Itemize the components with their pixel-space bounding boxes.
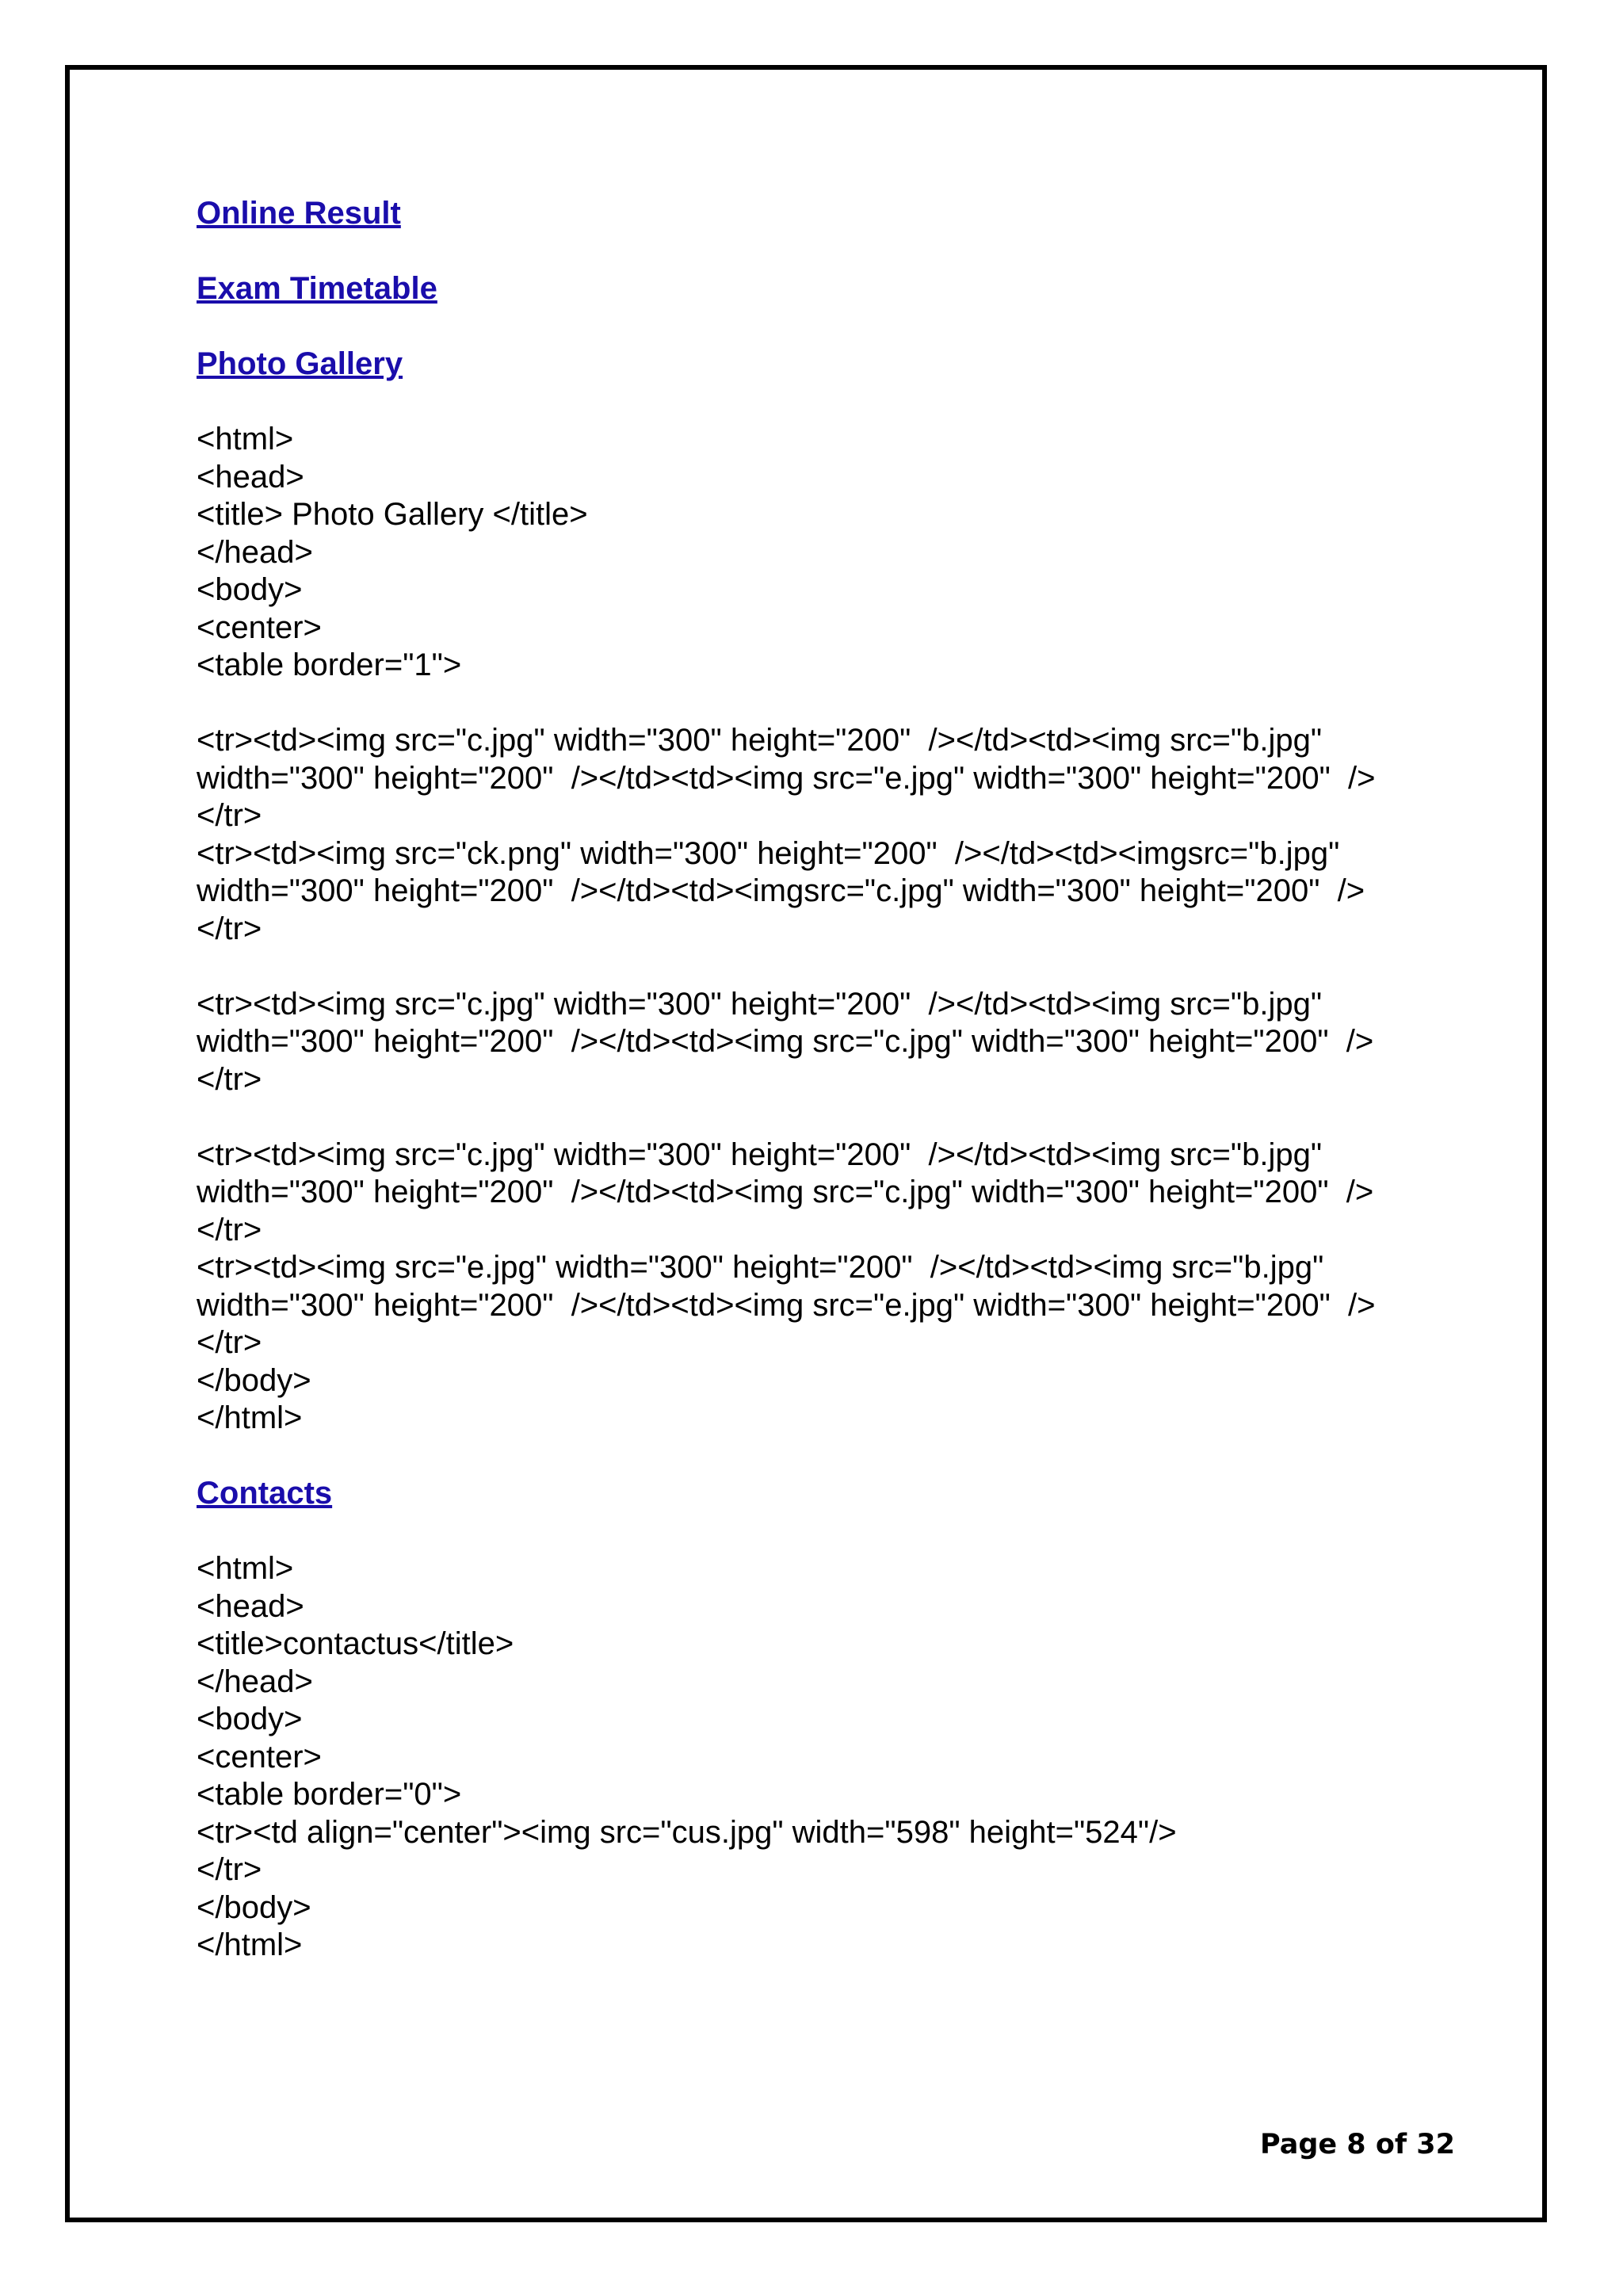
code-line: <table border="0"> <box>197 1777 462 1812</box>
code-line: <tr><td><img src="c.jpg" width="300" height="200" /></td><td><img src="b.jpg" <box>197 986 1323 1022</box>
code-line: <tr><td align="center"><img src="cus.jpg" width="598" height="524"/> <box>197 1814 1177 1850</box>
code-line: <center> <box>197 1739 322 1775</box>
code-line: <tr><td><img src="c.jpg" width="300" height="200" /></td><td><img src="b.jpg" <box>197 723 1323 758</box>
spacer <box>197 1513 1496 1551</box>
code-line: width="300" height="200" /></td><td><img src="e.jpg" width="300" height="200" /> <box>197 760 1376 796</box>
photo-gallery-link[interactable]: Photo Gallery <box>197 346 403 381</box>
code-line: </html> <box>197 1927 303 1962</box>
code-line <box>197 948 1496 986</box>
contacts-code-block <box>197 1550 1496 1965</box>
page-number: Page 8 of 32 <box>1260 2129 1456 2160</box>
code-line: <html> <box>197 1551 294 1586</box>
photo-gallery-code-block <box>197 421 1496 1438</box>
code-line: <head> <box>197 1588 304 1624</box>
code-line <box>197 1098 1496 1137</box>
code-line: <tr><td><img src="e.jpg" width="300" height="200" /></td><td><img src="b.jpg" <box>197 1250 1324 1285</box>
code-line: <body> <box>197 572 303 607</box>
code-line: </tr> <box>197 911 262 946</box>
code-line: </tr> <box>197 1852 262 1887</box>
contacts-link[interactable]: Contacts <box>197 1476 333 1511</box>
code-line: <tr><td><img src="c.jpg" width="300" height="200" /></td><td><img src="b.jpg" <box>197 1137 1323 1172</box>
online-result-link[interactable]: Online Result <box>197 196 401 231</box>
code-line: </tr> <box>197 1212 262 1247</box>
exam-timetable-link[interactable]: Exam Timetable <box>197 271 437 306</box>
spacer <box>197 1438 1496 1476</box>
code-line: <center> <box>197 609 322 645</box>
code-line: width="300" height="200" /></td><td><imgsrc="c.jpg" width="300" height="200" /> <box>197 873 1365 908</box>
code-line: </body> <box>197 1362 311 1398</box>
code-line: </tr> <box>197 1061 262 1097</box>
code-line: <html> <box>197 422 294 457</box>
code-line: <table border="1"> <box>197 648 462 682</box>
code-line: <title> Photo Gallery </title> <box>197 497 588 532</box>
code-line: </tr> <box>197 798 262 833</box>
code-line: width="300" height="200" /></td><td><img src="c.jpg" width="300" height="200" /> <box>197 1024 1374 1059</box>
code-line: width="300" height="200" /></td><td><img src="c.jpg" width="300" height="200" /> <box>197 1175 1374 1209</box>
code-line: width="300" height="200" /></td><td><img src="e.jpg" width="300" height="200" /> <box>197 1287 1376 1323</box>
code-line: </body> <box>197 1889 311 1925</box>
code-line: </head> <box>197 1664 313 1699</box>
document-body <box>197 195 1496 1965</box>
code-line: <body> <box>197 1702 303 1736</box>
code-line: <head> <box>197 459 304 495</box>
spacer <box>197 233 1496 271</box>
code-line: </head> <box>197 534 313 570</box>
code-line <box>197 685 1496 723</box>
spacer <box>197 384 1496 422</box>
code-line: </tr> <box>197 1325 262 1360</box>
code-line: <tr><td><img src="ck.png" width="300" height="200" /></td><td><imgsrc="b.jpg" <box>197 835 1340 871</box>
spacer <box>197 308 1496 346</box>
code-line: </html> <box>197 1400 303 1435</box>
code-line: <title>contactus</title> <box>197 1626 514 1661</box>
